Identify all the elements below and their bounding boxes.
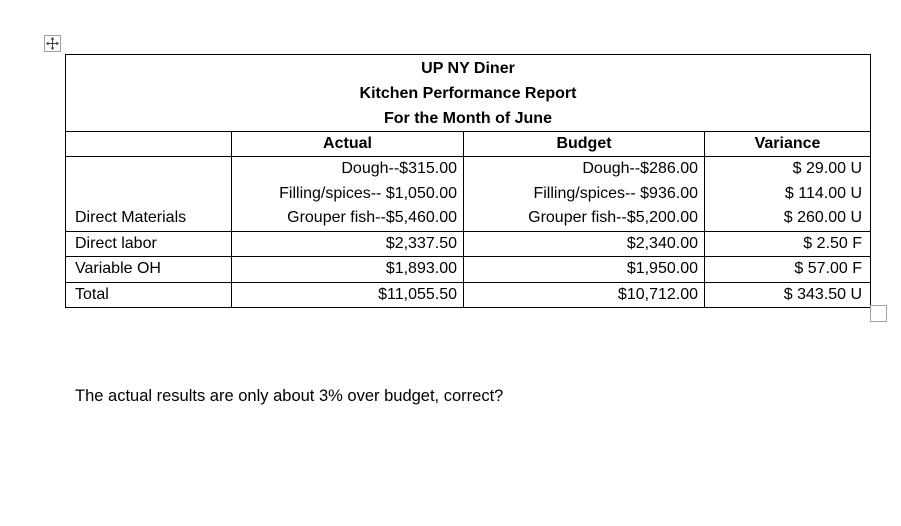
- report-header-row: [66, 55, 871, 132]
- direct-materials-actual-cell: [232, 157, 464, 232]
- actual-grouper-fish: Grouper fish--$5,460.00: [287, 209, 457, 226]
- total-actual: $11,055.50: [232, 282, 464, 308]
- direct-labor-actual: $2,337.50: [232, 231, 464, 257]
- table-row-variable-oh: [66, 257, 871, 283]
- table-row-total: [66, 282, 871, 308]
- note-paragraph: The actual results are only about 3% over budget, correct?: [75, 387, 504, 405]
- variable-oh-budget: $1,950.00: [464, 257, 705, 283]
- report-title: Kitchen Performance Report: [359, 85, 577, 102]
- company-name: UP NY Diner: [421, 60, 515, 77]
- row-label-variable-oh: Variable OH: [66, 257, 232, 283]
- budget-filling-spices: Filling/spices-- $936.00: [533, 184, 698, 202]
- actual-filling-spices: Filling/spices-- $1,050.00: [279, 184, 457, 202]
- row-label-direct-labor: Direct labor: [66, 231, 232, 257]
- actual-dough: Dough--$315.00: [341, 160, 457, 177]
- direct-labor-variance: $ 2.50 F: [705, 231, 871, 257]
- row-label-direct-materials: Direct Materials: [66, 157, 232, 232]
- variable-oh-actual: $1,893.00: [232, 257, 464, 283]
- table-row-direct-labor: [66, 231, 871, 257]
- empty-header-cell: [66, 132, 232, 157]
- variance-filling-spices: $ 114.00 U: [784, 184, 862, 202]
- budget-dough: Dough--$286.00: [582, 160, 698, 177]
- variance-grouper-fish: $ 260.00 U: [783, 209, 862, 226]
- column-header-row: [66, 132, 871, 157]
- table-resize-icon[interactable]: [870, 305, 887, 322]
- report-period: For the Month of June: [384, 110, 552, 127]
- variance-dough: $ 29.00 U: [792, 160, 862, 177]
- table-row-direct-materials: [66, 157, 871, 232]
- column-header-budget: Budget: [464, 132, 705, 157]
- total-variance: $ 343.50 U: [705, 282, 871, 308]
- report-title-cell: [66, 55, 871, 132]
- direct-labor-budget: $2,340.00: [464, 231, 705, 257]
- performance-report-table: [65, 54, 871, 308]
- column-header-variance: Variance: [705, 132, 871, 157]
- table-move-icon[interactable]: [44, 35, 61, 52]
- direct-materials-variance-cell: [705, 157, 871, 232]
- total-budget: $10,712.00: [464, 282, 705, 308]
- direct-materials-budget-cell: [464, 157, 705, 232]
- row-label-total: Total: [66, 282, 232, 308]
- variable-oh-variance: $ 57.00 F: [705, 257, 871, 283]
- budget-grouper-fish: Grouper fish--$5,200.00: [528, 209, 698, 226]
- column-header-actual: Actual: [232, 132, 464, 157]
